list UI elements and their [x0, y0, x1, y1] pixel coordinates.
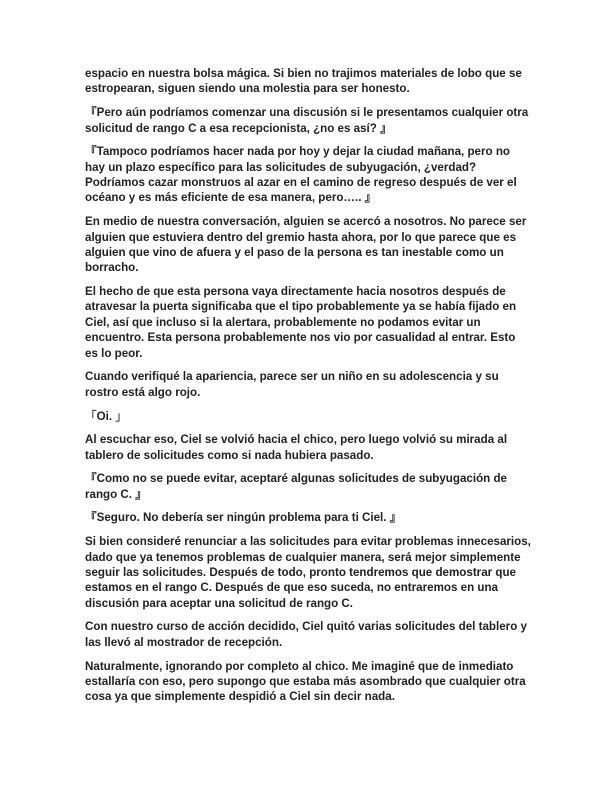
paragraph: Con nuestro curso de acción decidido, Ciel quitó varias solicitudes del tablero y las llevó al mostrador de recepción.: [85, 620, 527, 649]
paragraph: En medio de nuestra conversación, alguien se acercó a nosotros. No parece ser alguien que estuviera dentro del gremio hasta ahora, por lo que parece que es alguien que vino de afuera y el paso de la persona es tan inestable como un borracho.: [85, 215, 527, 275]
dialogue-line: 「Oi. 」: [85, 409, 127, 423]
dialogue-line: 『Tampoco podríamos hacer nada por hoy y dejar la ciudad mañana, pero no hay un plazo específico para las solicitudes de subyugación, ¿verdad? Podríamos cazar monstruos al azar en el camino de regreso después de ver el océano y es más eficiente de esa manera, pero….. 』: [85, 145, 517, 205]
paragraph: El hecho de que esta persona vaya directamente hacia nosotros después de atravesar la puerta significaba que el tipo probablemente ya se había fijado en Ciel, así que incluso si la alertara, probablemente no podamos evitar un encuentro. Esta persona probablemente nos vio por casualidad al entrar. Esto es lo peor.: [85, 285, 517, 360]
dialogue-line: 『Pero aún podríamos comenzar una discusión si le presentamos cualquier otra solicitud de rango C a esa recepcionista, ¿no es así? 』: [85, 106, 529, 135]
paragraph: espacio en nuestra bolsa mágica. Si bien no trajimos materiales de lobo que se estropearan, siguen siendo una molestia para ser honesto.: [85, 67, 522, 96]
dialogue-line: 『Como no se puede evitar, aceptaré algunas solicitudes de subyugación de rango C. 』: [85, 472, 507, 501]
paragraph: Cuando verifiqué la apariencia, parece ser un niño en su adolescencia y su rostro está algo rojo.: [85, 370, 499, 399]
dialogue-line: 『Seguro. No debería ser ningún problema para ti Ciel. 』: [85, 511, 402, 525]
document-page: [85, 66, 531, 713]
paragraph: Al escuchar eso, Ciel se volvió hacia el chico, pero luego volvió su mirada al tablero de solicitudes como si nada hubiera pasado.: [85, 433, 508, 462]
paragraph: Si bien consideré renunciar a las solicitudes para evitar problemas innecesarios, dado que ya tenemos problemas de cualquier manera, será mejor simplemente seguir las solicitudes. Después de todo, pronto tendremos que demostrar que estamos en el rango C. Después de que eso suceda, no entraremos en una discusión para aceptar una solicitud de rango C.: [85, 535, 531, 610]
paragraph: Naturalmente, ignorando por completo al chico. Me imaginé que de inmediato estallaría con eso, pero supongo que estaba más asombrado que cualquier otra cosa ya que simplemente despidió a Ciel sin decir nada.: [85, 659, 526, 704]
